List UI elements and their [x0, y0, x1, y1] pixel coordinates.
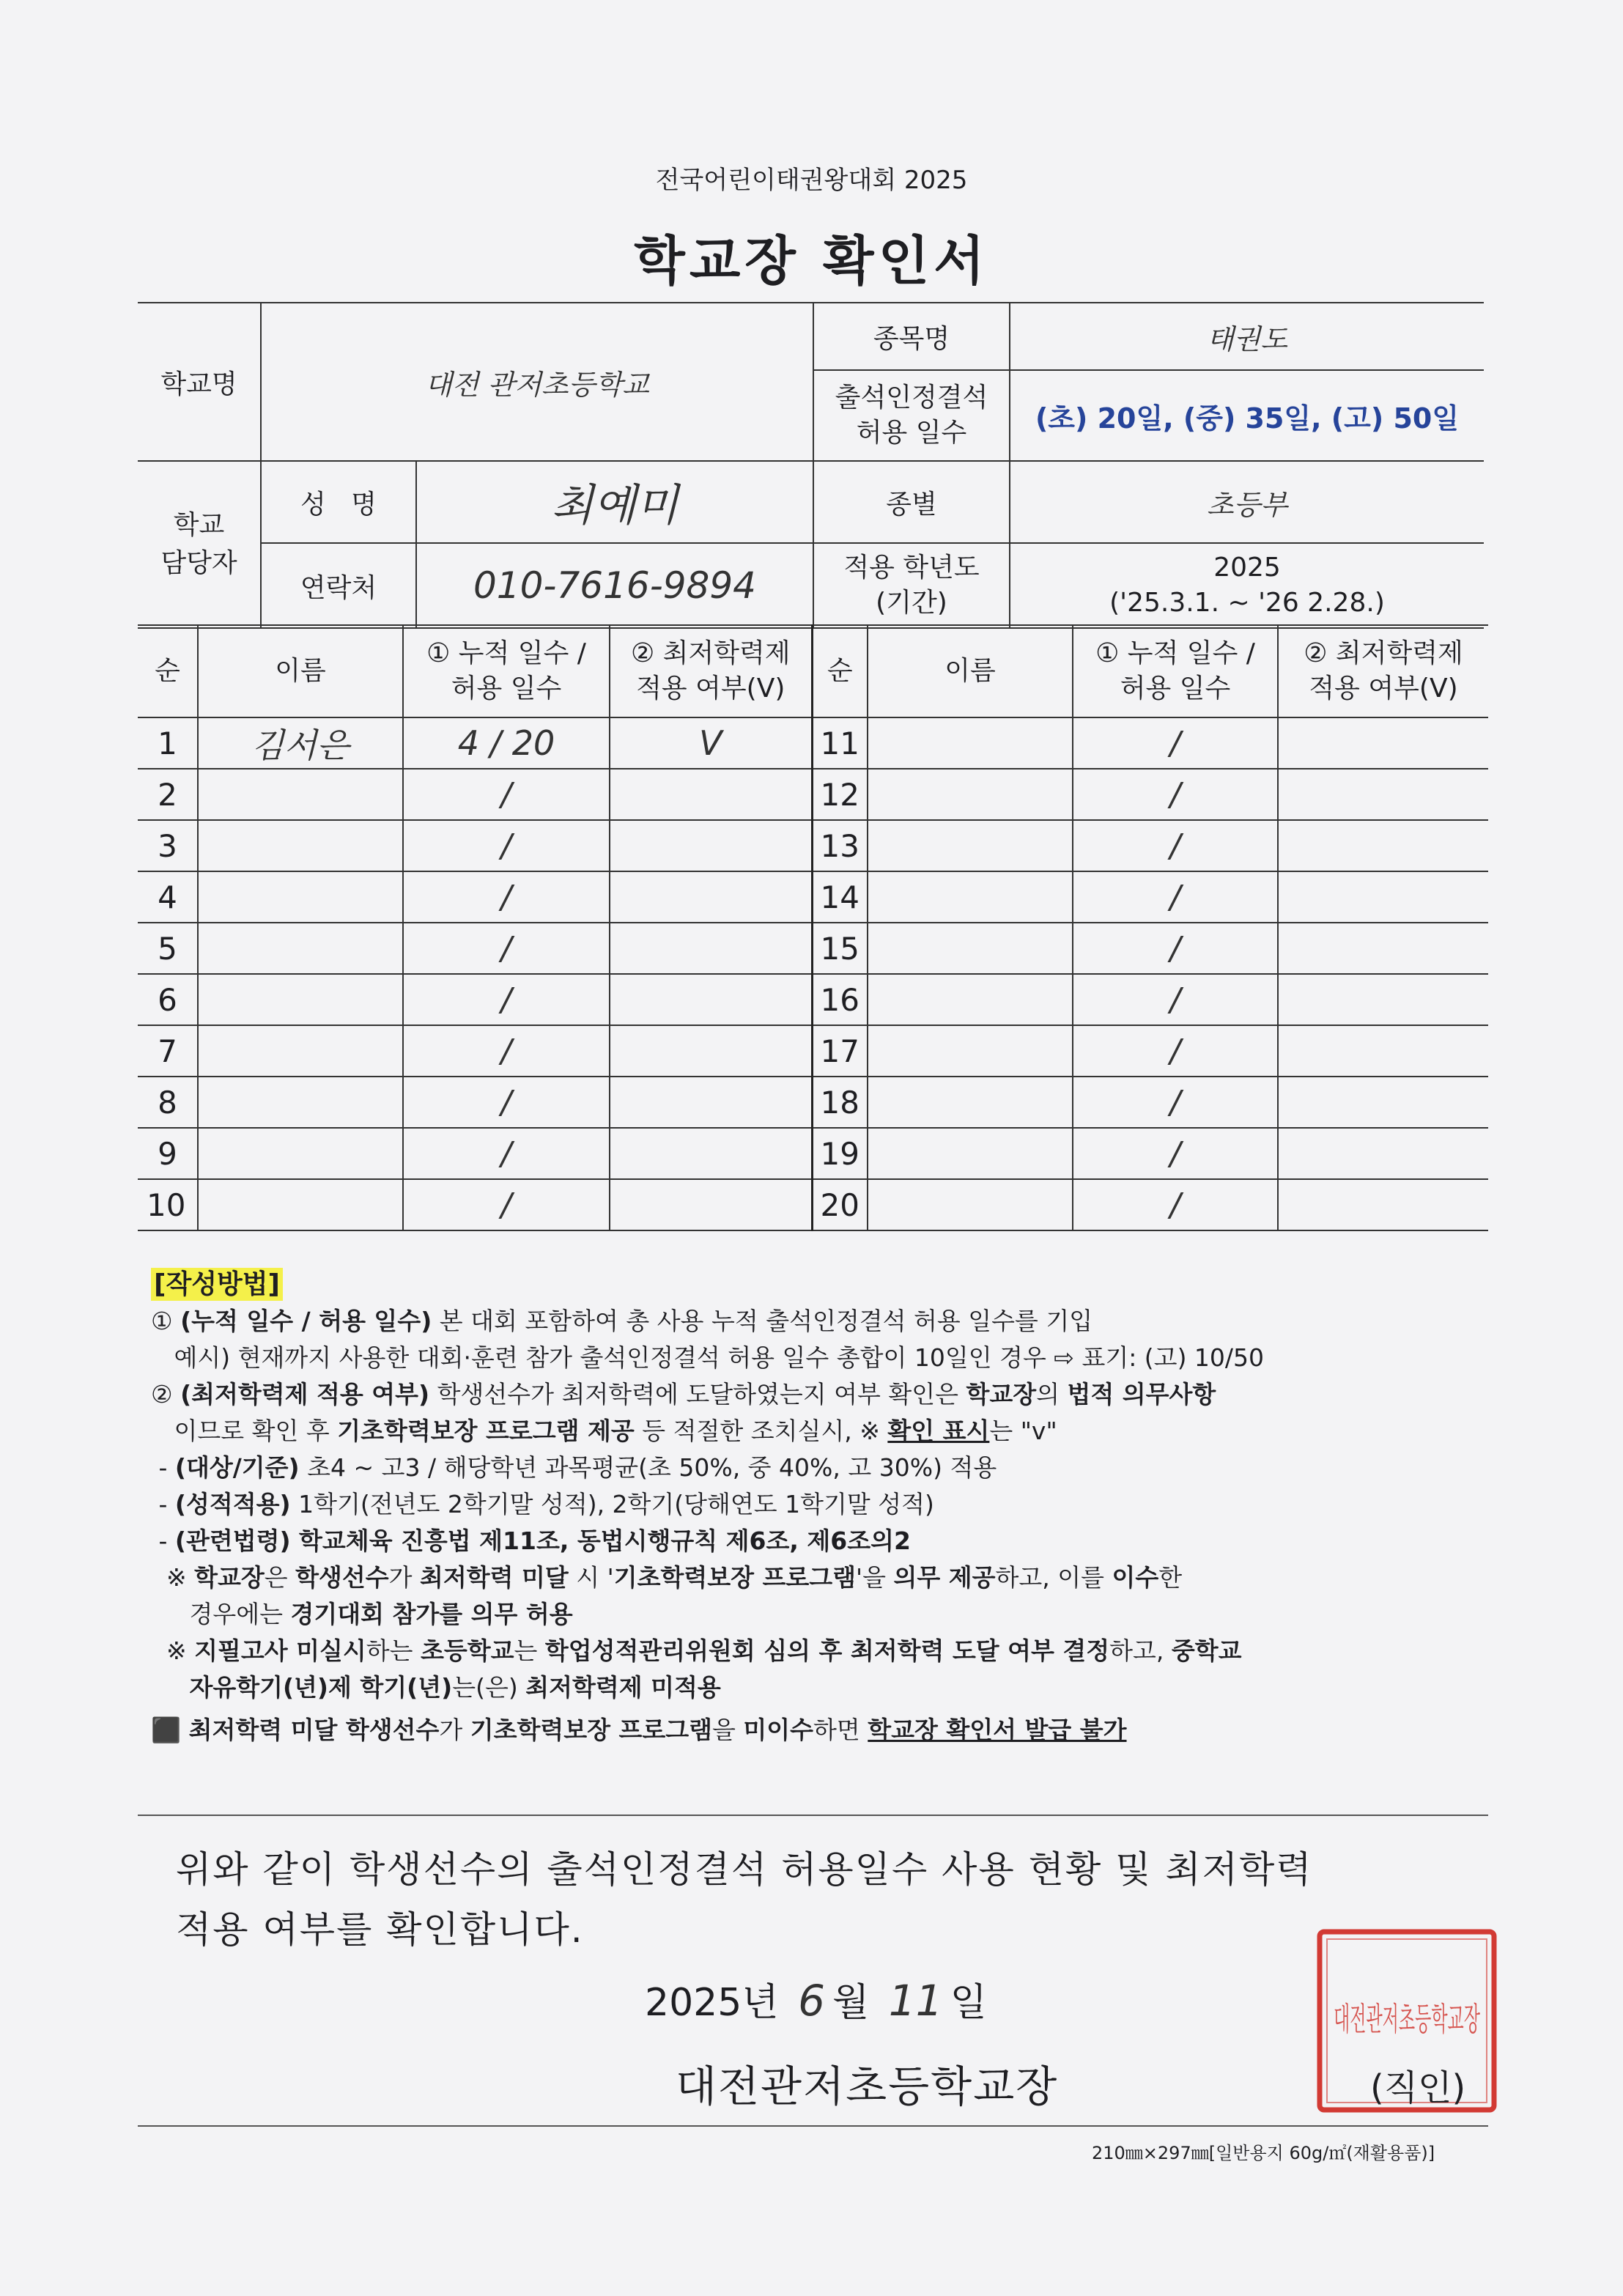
row-min-check — [610, 1179, 812, 1230]
absence-label-line2: 허용 일수 — [856, 418, 967, 448]
confirmation-line2: 적용 여부를 확인합니다. — [176, 1908, 584, 1951]
row-name — [198, 820, 403, 871]
row-min-check — [610, 923, 812, 974]
col-days-line2-right: 허용 일수 — [1120, 673, 1231, 704]
table-row — [138, 717, 1488, 769]
guide-text: 이므로 확인 후 — [151, 1417, 338, 1445]
row-number: 4 — [138, 871, 198, 923]
guide-bold: 학생선수 — [295, 1563, 389, 1592]
guide-bold: 학교장 — [194, 1563, 265, 1592]
row-number-right: 17 — [812, 1025, 868, 1077]
guide-bold: 경기대회 참가를 의무 허용 — [290, 1600, 573, 1628]
guide-line-8 — [151, 1559, 1485, 1596]
row-min-check — [610, 820, 812, 871]
row-days-right: / — [1073, 923, 1278, 974]
row-min-check-right — [1278, 923, 1488, 974]
guide-bold: 자유학기(년)제 학기(년) — [189, 1673, 453, 1702]
row-days: / — [403, 1077, 610, 1128]
col-no-header: 순 — [138, 625, 198, 717]
row-number: 6 — [138, 974, 198, 1025]
guide-bold: 기초학력보장 프로그램 — [470, 1716, 713, 1744]
row-name — [198, 1077, 403, 1128]
col-no-header-right: 순 — [812, 625, 868, 717]
row-min-check-right — [1278, 1077, 1488, 1128]
row-days-right: / — [1073, 1179, 1278, 1230]
guide-text: 은 — [264, 1563, 296, 1592]
guide-bold: 중학교 — [1171, 1636, 1242, 1665]
row-days-right: / — [1073, 871, 1278, 923]
student-rows — [138, 717, 1488, 1230]
row-number: 2 — [138, 769, 198, 820]
guide-bold: 학업성적관리위원회 심의 후 최저학력 도달 여부 결정 — [544, 1636, 1110, 1665]
table-header-row — [138, 625, 1488, 717]
col-min-header-right — [1278, 625, 1488, 717]
guide-text: ① — [151, 1307, 181, 1335]
guide-bold: 의무 제공 — [893, 1563, 996, 1592]
row-number-right: 20 — [812, 1179, 868, 1230]
row-name-right — [868, 923, 1073, 974]
row-min-check-right — [1278, 1179, 1488, 1230]
guide-line-7 — [151, 1523, 1485, 1559]
row-min-check: V — [610, 717, 812, 769]
seal-label: (직인) — [1370, 2067, 1466, 2108]
instructions — [151, 1266, 1485, 1749]
row-name-right — [868, 871, 1073, 923]
row-name — [198, 871, 403, 923]
student-table — [138, 624, 1488, 1231]
table-row — [138, 1128, 1488, 1179]
guide-line-5 — [151, 1450, 1485, 1486]
row-name-right — [868, 1128, 1073, 1179]
guide-text: 본 대회 포함하여 총 사용 누적 출석인정결석 허용 일수를 기입 — [432, 1307, 1093, 1335]
table-row — [138, 1077, 1488, 1128]
seal-text: 대전관저초등학교장 — [1334, 2001, 1481, 2038]
col-days-header — [403, 625, 610, 717]
row-number: 9 — [138, 1128, 198, 1179]
divider-top — [138, 1815, 1488, 1816]
guide-bold: 최저학력 미달 학생선수 — [188, 1716, 440, 1744]
guide-text: 는(은) — [452, 1673, 526, 1702]
year-value-line1: 2025 — [1213, 553, 1281, 583]
guide-text: ※ — [151, 1563, 195, 1592]
guide-text: 하고, — [1109, 1636, 1172, 1665]
row-days-right: / — [1073, 974, 1278, 1025]
col-days-header-right — [1073, 625, 1278, 717]
row-number: 8 — [138, 1077, 198, 1128]
col-min-header — [610, 625, 812, 717]
date-month-unit: 월 — [832, 1981, 870, 2025]
row-days: 4 / 20 — [403, 717, 610, 769]
year-label-line1: 적용 학년도 — [843, 553, 980, 583]
row-days-right: / — [1073, 1077, 1278, 1128]
issue-date — [645, 1971, 987, 2026]
col-min-line1: ② 최저학력제 — [630, 638, 791, 668]
guide-bold: (성적적용) — [174, 1490, 291, 1518]
row-name-right — [868, 1025, 1073, 1077]
col-min-line1-right: ② 최저학력제 — [1304, 638, 1463, 668]
row-days-right: / — [1073, 1128, 1278, 1179]
name-label: 성 명 — [261, 461, 416, 543]
row-name — [198, 1025, 403, 1077]
guide-text: 을 — [712, 1716, 744, 1744]
absence-days-value: (초) 20일, (중) 35일, (고) 50일 — [1010, 370, 1484, 461]
row-min-check — [610, 1128, 812, 1179]
row-name-right — [868, 974, 1073, 1025]
guide-line-4 — [151, 1413, 1485, 1450]
date-month: 6 — [798, 1976, 826, 2026]
row-number: 3 — [138, 820, 198, 871]
table-row — [138, 923, 1488, 974]
row-name — [198, 1179, 403, 1230]
row-number-right: 12 — [812, 769, 868, 820]
row-name: 김서은 — [198, 717, 403, 769]
row-min-check-right — [1278, 717, 1488, 769]
guide-text: ※ — [151, 1636, 195, 1665]
guide-bold: (대상/기준) — [174, 1453, 300, 1482]
guide-bold: (누적 일수 / 허용 일수) — [180, 1307, 432, 1335]
row-days-right: / — [1073, 820, 1278, 871]
guide-bold: 이수 — [1112, 1563, 1159, 1592]
contact-label-line1: 학교 — [173, 510, 225, 540]
guide-line-6 — [151, 1486, 1485, 1523]
row-number-right: 14 — [812, 871, 868, 923]
col-days-line1: ① 누적 일수 / — [426, 638, 586, 668]
guide-text: 는 "v" — [989, 1417, 1057, 1445]
guide-text: 하면 — [813, 1716, 868, 1744]
guide-underline: 확인 표시 — [887, 1417, 990, 1445]
row-name — [198, 974, 403, 1025]
guide-bold: 최저학력제 미적용 — [525, 1673, 721, 1702]
row-min-check — [610, 769, 812, 820]
col-min-line2-right: 적용 여부(V) — [1309, 673, 1458, 704]
date-day-unit: 일 — [950, 1981, 987, 2025]
row-days: / — [403, 1128, 610, 1179]
guide-text: 의 — [1036, 1380, 1068, 1409]
guide-line-2: 예시) 현재까지 사용한 대회·훈련 참가 출석인정결석 허용 일수 총합이 10일인 경우 ⇨ 표기: (고) 10/50 — [151, 1343, 1265, 1372]
guide-text: 등 적절한 조치실시, ※ — [634, 1417, 888, 1445]
row-days: / — [403, 769, 610, 820]
row-number-right: 13 — [812, 820, 868, 871]
division-value: 초등부 — [1010, 461, 1484, 543]
event-name: 전국어린이태권왕대회 2025 — [655, 166, 968, 195]
row-days: / — [403, 1025, 610, 1077]
col-days-line2: 허용 일수 — [451, 673, 562, 704]
document-title: 학교장 확인서 — [634, 230, 989, 292]
absence-label-line1: 출석인정결석 — [835, 383, 988, 413]
guide-bold: 기초학력보장 프로그램 — [613, 1563, 857, 1592]
table-row — [138, 1179, 1488, 1230]
guide-text: 시 ' — [568, 1563, 614, 1592]
table-row — [138, 974, 1488, 1025]
school-name-value: 대전 관저초등학교 — [261, 303, 813, 461]
row-min-check-right — [1278, 769, 1488, 820]
guide-text: ② — [151, 1380, 181, 1409]
guide-bold: 법적 의무사항 — [1067, 1380, 1216, 1409]
guide-text: - — [151, 1527, 175, 1555]
phone-label: 연락처 — [261, 543, 416, 628]
paper-spec: 210㎜×297㎜[일반용지 60g/㎡(재활용품)] — [1092, 2143, 1435, 2163]
guide-text: 1학기(전년도 2학기말 성적), 2학기(당해연도 1학기말 성적) — [290, 1490, 934, 1518]
row-name-right — [868, 717, 1073, 769]
division-label: 종별 — [813, 461, 1010, 543]
guide-bold: (관련법령) 학교체육 진흥법 제11조, 동법시행규칙 제6조, 제6조의2 — [174, 1527, 911, 1555]
guide-bold: 기초학력보장 프로그램 제공 — [337, 1417, 635, 1445]
year-value-line2: ('25.3.1. ~ '26 2.28.) — [1109, 588, 1385, 618]
guide-line-11 — [151, 1669, 1485, 1706]
guide-bold: (최저학력제 적용 여부) — [180, 1380, 430, 1409]
col-name-header-right: 이름 — [868, 625, 1073, 717]
guide-text: 는 — [514, 1636, 545, 1665]
guide-text: 가 — [388, 1563, 421, 1592]
year-label — [813, 543, 1010, 628]
col-days-line1-right: ① 누적 일수 / — [1095, 638, 1255, 668]
row-days: / — [403, 871, 610, 923]
guide-bold: 최저학력 미달 — [420, 1563, 569, 1592]
guide-line-12 — [151, 1712, 1485, 1749]
row-number-right: 11 — [812, 717, 868, 769]
date-year: 2025년 — [645, 1981, 779, 2025]
row-number-right: 19 — [812, 1128, 868, 1179]
info-table — [138, 302, 1484, 629]
guide-bold: 초등학교 — [421, 1636, 514, 1665]
guide-line-1 — [151, 1303, 1485, 1340]
row-name — [198, 923, 403, 974]
guide-text: ⬛ — [151, 1716, 189, 1744]
table-row — [138, 1025, 1488, 1077]
contact-label-line2: 담당자 — [160, 548, 237, 578]
manager-name-value: 최예미 — [416, 461, 813, 543]
phone-value: 010-7616-9894 — [416, 543, 813, 628]
guide-line-9 — [151, 1596, 1485, 1633]
row-min-check-right — [1278, 974, 1488, 1025]
row-days: / — [403, 1179, 610, 1230]
guide-bold: 지필고사 미실시 — [194, 1636, 366, 1665]
absence-label — [813, 370, 1010, 461]
guide-line-3 — [151, 1376, 1485, 1413]
row-min-check — [610, 1025, 812, 1077]
guide-text — [151, 1673, 189, 1702]
table-row — [138, 820, 1488, 871]
table-row — [138, 769, 1488, 820]
col-min-line2: 적용 여부(V) — [636, 673, 785, 704]
confirmation-text — [176, 1839, 1509, 1960]
row-number: 1 — [138, 717, 198, 769]
table-row — [138, 871, 1488, 923]
row-number: 7 — [138, 1025, 198, 1077]
guide-underline: 학교장 확인서 발급 불가 — [868, 1716, 1127, 1744]
row-min-check-right — [1278, 1128, 1488, 1179]
row-name-right — [868, 1179, 1073, 1230]
guide-bold: 미이수 — [743, 1716, 814, 1744]
guide-text: 가 — [439, 1716, 470, 1744]
instructions-heading: [작성방법] — [151, 1268, 283, 1301]
guide-text: 한 — [1158, 1563, 1183, 1592]
contact-label — [138, 461, 261, 628]
guide-line-10 — [151, 1633, 1485, 1669]
row-name-right — [868, 1077, 1073, 1128]
guide-text: 경우에는 — [151, 1600, 291, 1628]
row-number-right: 15 — [812, 923, 868, 974]
guide-text: 하고, 이를 — [995, 1563, 1112, 1592]
principal-name: 대전관저초등학교장 — [676, 2061, 1059, 2111]
row-days-right: / — [1073, 717, 1278, 769]
guide-text: - — [151, 1453, 175, 1482]
sport-label: 종목명 — [813, 303, 1010, 370]
guide-bold: 학교장 — [966, 1380, 1037, 1409]
row-min-check — [610, 974, 812, 1025]
row-min-check-right — [1278, 871, 1488, 923]
guide-text: - — [151, 1490, 175, 1518]
row-name — [198, 1128, 403, 1179]
year-value — [1010, 543, 1484, 628]
row-number-right: 16 — [812, 974, 868, 1025]
year-label-line2: (기간) — [876, 588, 947, 618]
row-min-check — [610, 1077, 812, 1128]
guide-text: '을 — [856, 1563, 894, 1592]
guide-text: 초4 ~ 고3 / 해당학년 과목평균(초 50%, 중 40%, 고 30%) 적용 — [299, 1453, 997, 1482]
row-days-right: / — [1073, 1025, 1278, 1077]
confirmation-line1: 위와 같이 학생선수의 출석인정결석 허용일수 사용 현황 및 최저학력 — [176, 1848, 1313, 1891]
guide-text: 학생선수가 최저학력에 도달하였는지 여부 확인은 — [429, 1380, 966, 1409]
row-days-right: / — [1073, 769, 1278, 820]
row-min-check-right — [1278, 1025, 1488, 1077]
row-number-right: 18 — [812, 1077, 868, 1128]
date-day: 11 — [888, 1976, 943, 2026]
row-min-check-right — [1278, 820, 1488, 871]
school-label: 학교명 — [138, 303, 261, 461]
row-min-check — [610, 871, 812, 923]
row-days: / — [403, 820, 610, 871]
row-days: / — [403, 974, 610, 1025]
sport-value: 태권도 — [1010, 303, 1484, 370]
row-number: 5 — [138, 923, 198, 974]
col-name-header: 이름 — [198, 625, 403, 717]
row-name — [198, 769, 403, 820]
guide-text: 하는 — [366, 1636, 421, 1665]
row-number: 10 — [138, 1179, 198, 1230]
row-name-right — [868, 769, 1073, 820]
divider-bottom — [138, 2125, 1488, 2127]
row-days: / — [403, 923, 610, 974]
row-name-right — [868, 820, 1073, 871]
